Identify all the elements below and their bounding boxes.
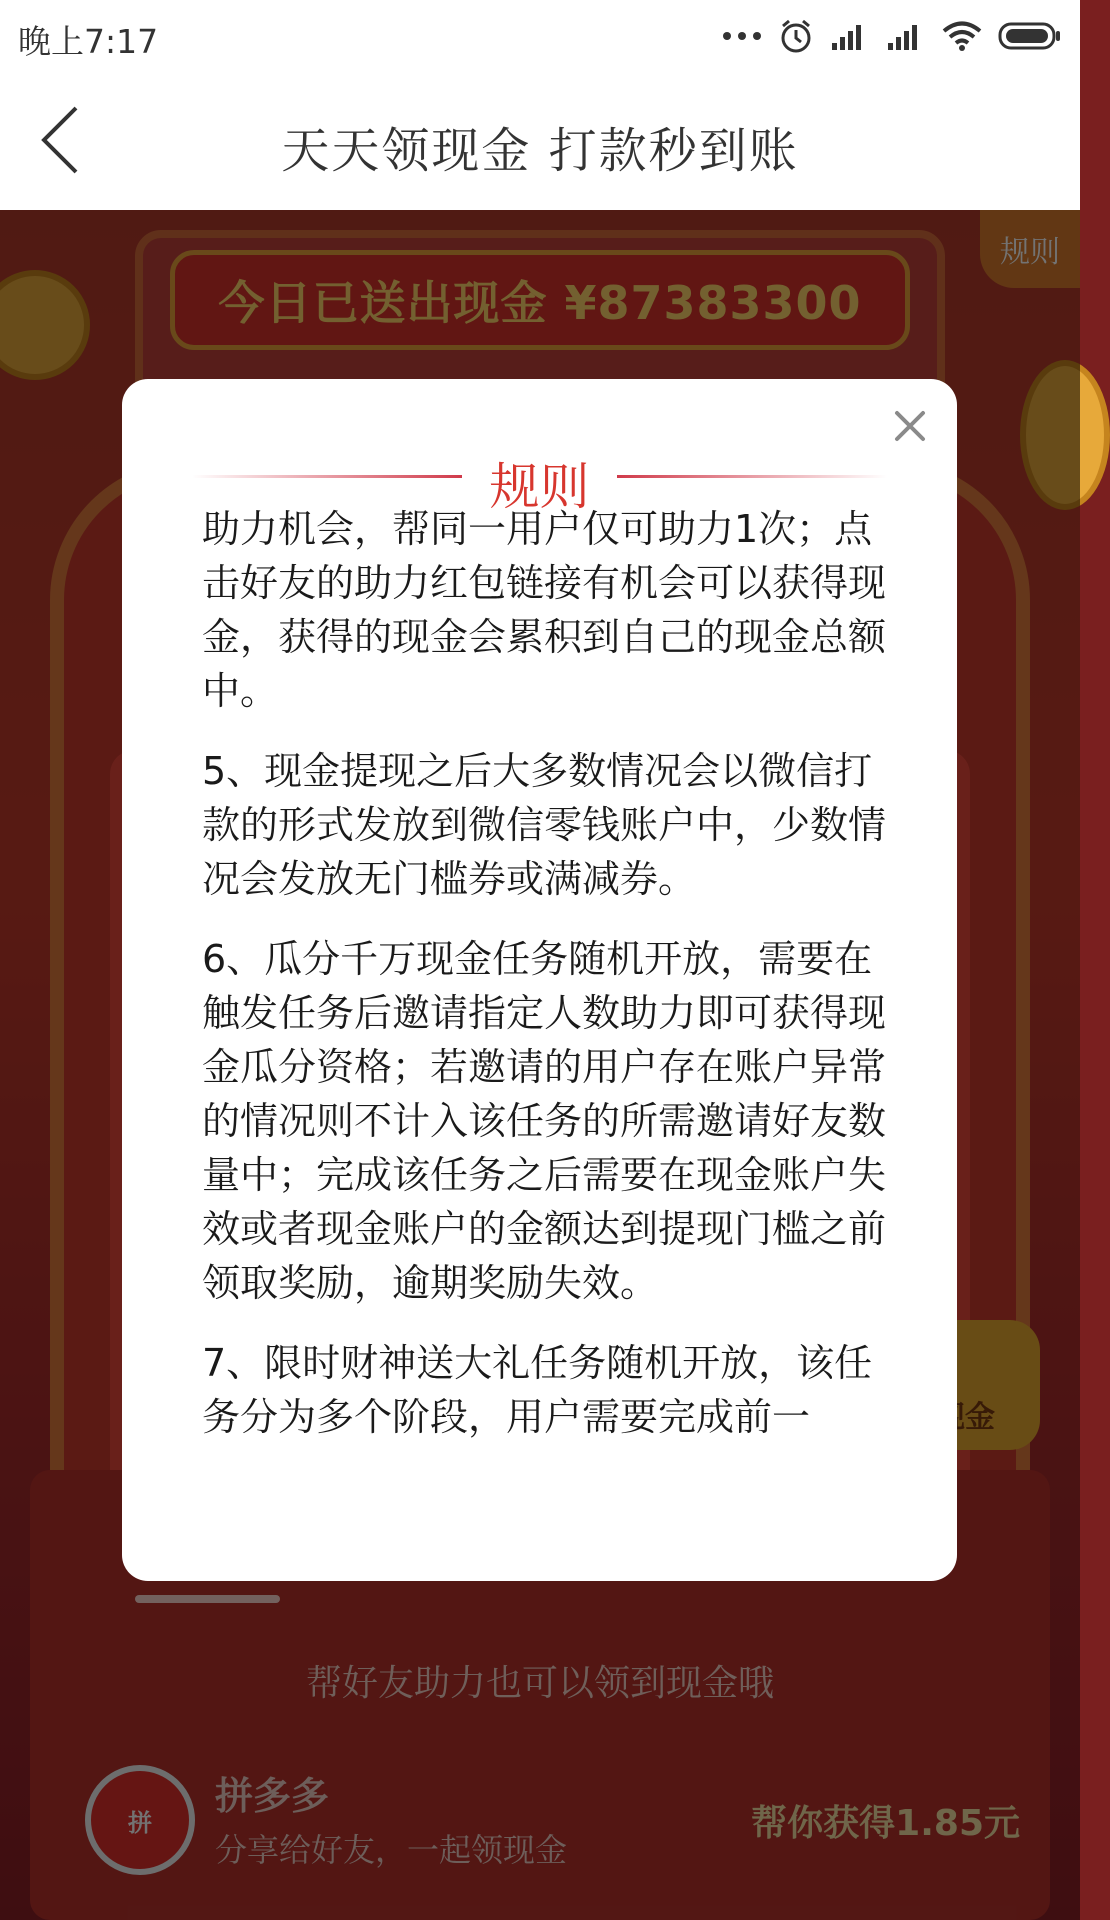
wifi-icon (942, 20, 982, 52)
alarm-icon (778, 18, 814, 54)
rule-paragraph: 6、瓜分千万现金任务随机开放，需要在触发任务后邀请指定人数助力即可获得现金瓜分资格；若邀请的用户存在账户异常的情况则不计入该任务的所需邀请好友数量中；完成该任务之后需要在现金账户失效或者现金账户的金额达到提现门槛之前领取奖励，逾期奖励失效。 (202, 937, 887, 1305)
title-divider (617, 475, 887, 478)
signal-icon (886, 21, 926, 51)
rule-paragraph: 5、现金提现之后大多数情况会以微信打款的形式发放到微信零钱账户中，少数情况会发放无门槛券或满减券。 (202, 749, 887, 901)
modal-title: 规则 (489, 458, 590, 516)
rules-content (202, 502, 892, 1470)
rule-paragraph: 7、限时财神送大礼任务随机开放，该任务分为多个阶段，用户需要完成前一 (202, 1341, 873, 1439)
rules-modal (122, 379, 957, 1581)
signal-icon (830, 21, 870, 51)
status-bar (0, 0, 1080, 70)
nav-bar (0, 70, 1080, 210)
status-time: 晚上7:17 (18, 22, 159, 61)
more-dots-icon (722, 31, 762, 41)
page-title: 天天领现金 打款秒到账 (281, 123, 799, 179)
rule-paragraph: 助力机会，帮同一用户仅可助力1次；点击好友的助力红包链接有机会可以获得现金，获得的现金会累积到自己的现金总额中。 (202, 507, 887, 713)
battery-icon (998, 21, 1062, 51)
modal-header (122, 439, 957, 516)
rules-scroll-area[interactable] (202, 507, 892, 1536)
status-icons (722, 14, 1062, 58)
